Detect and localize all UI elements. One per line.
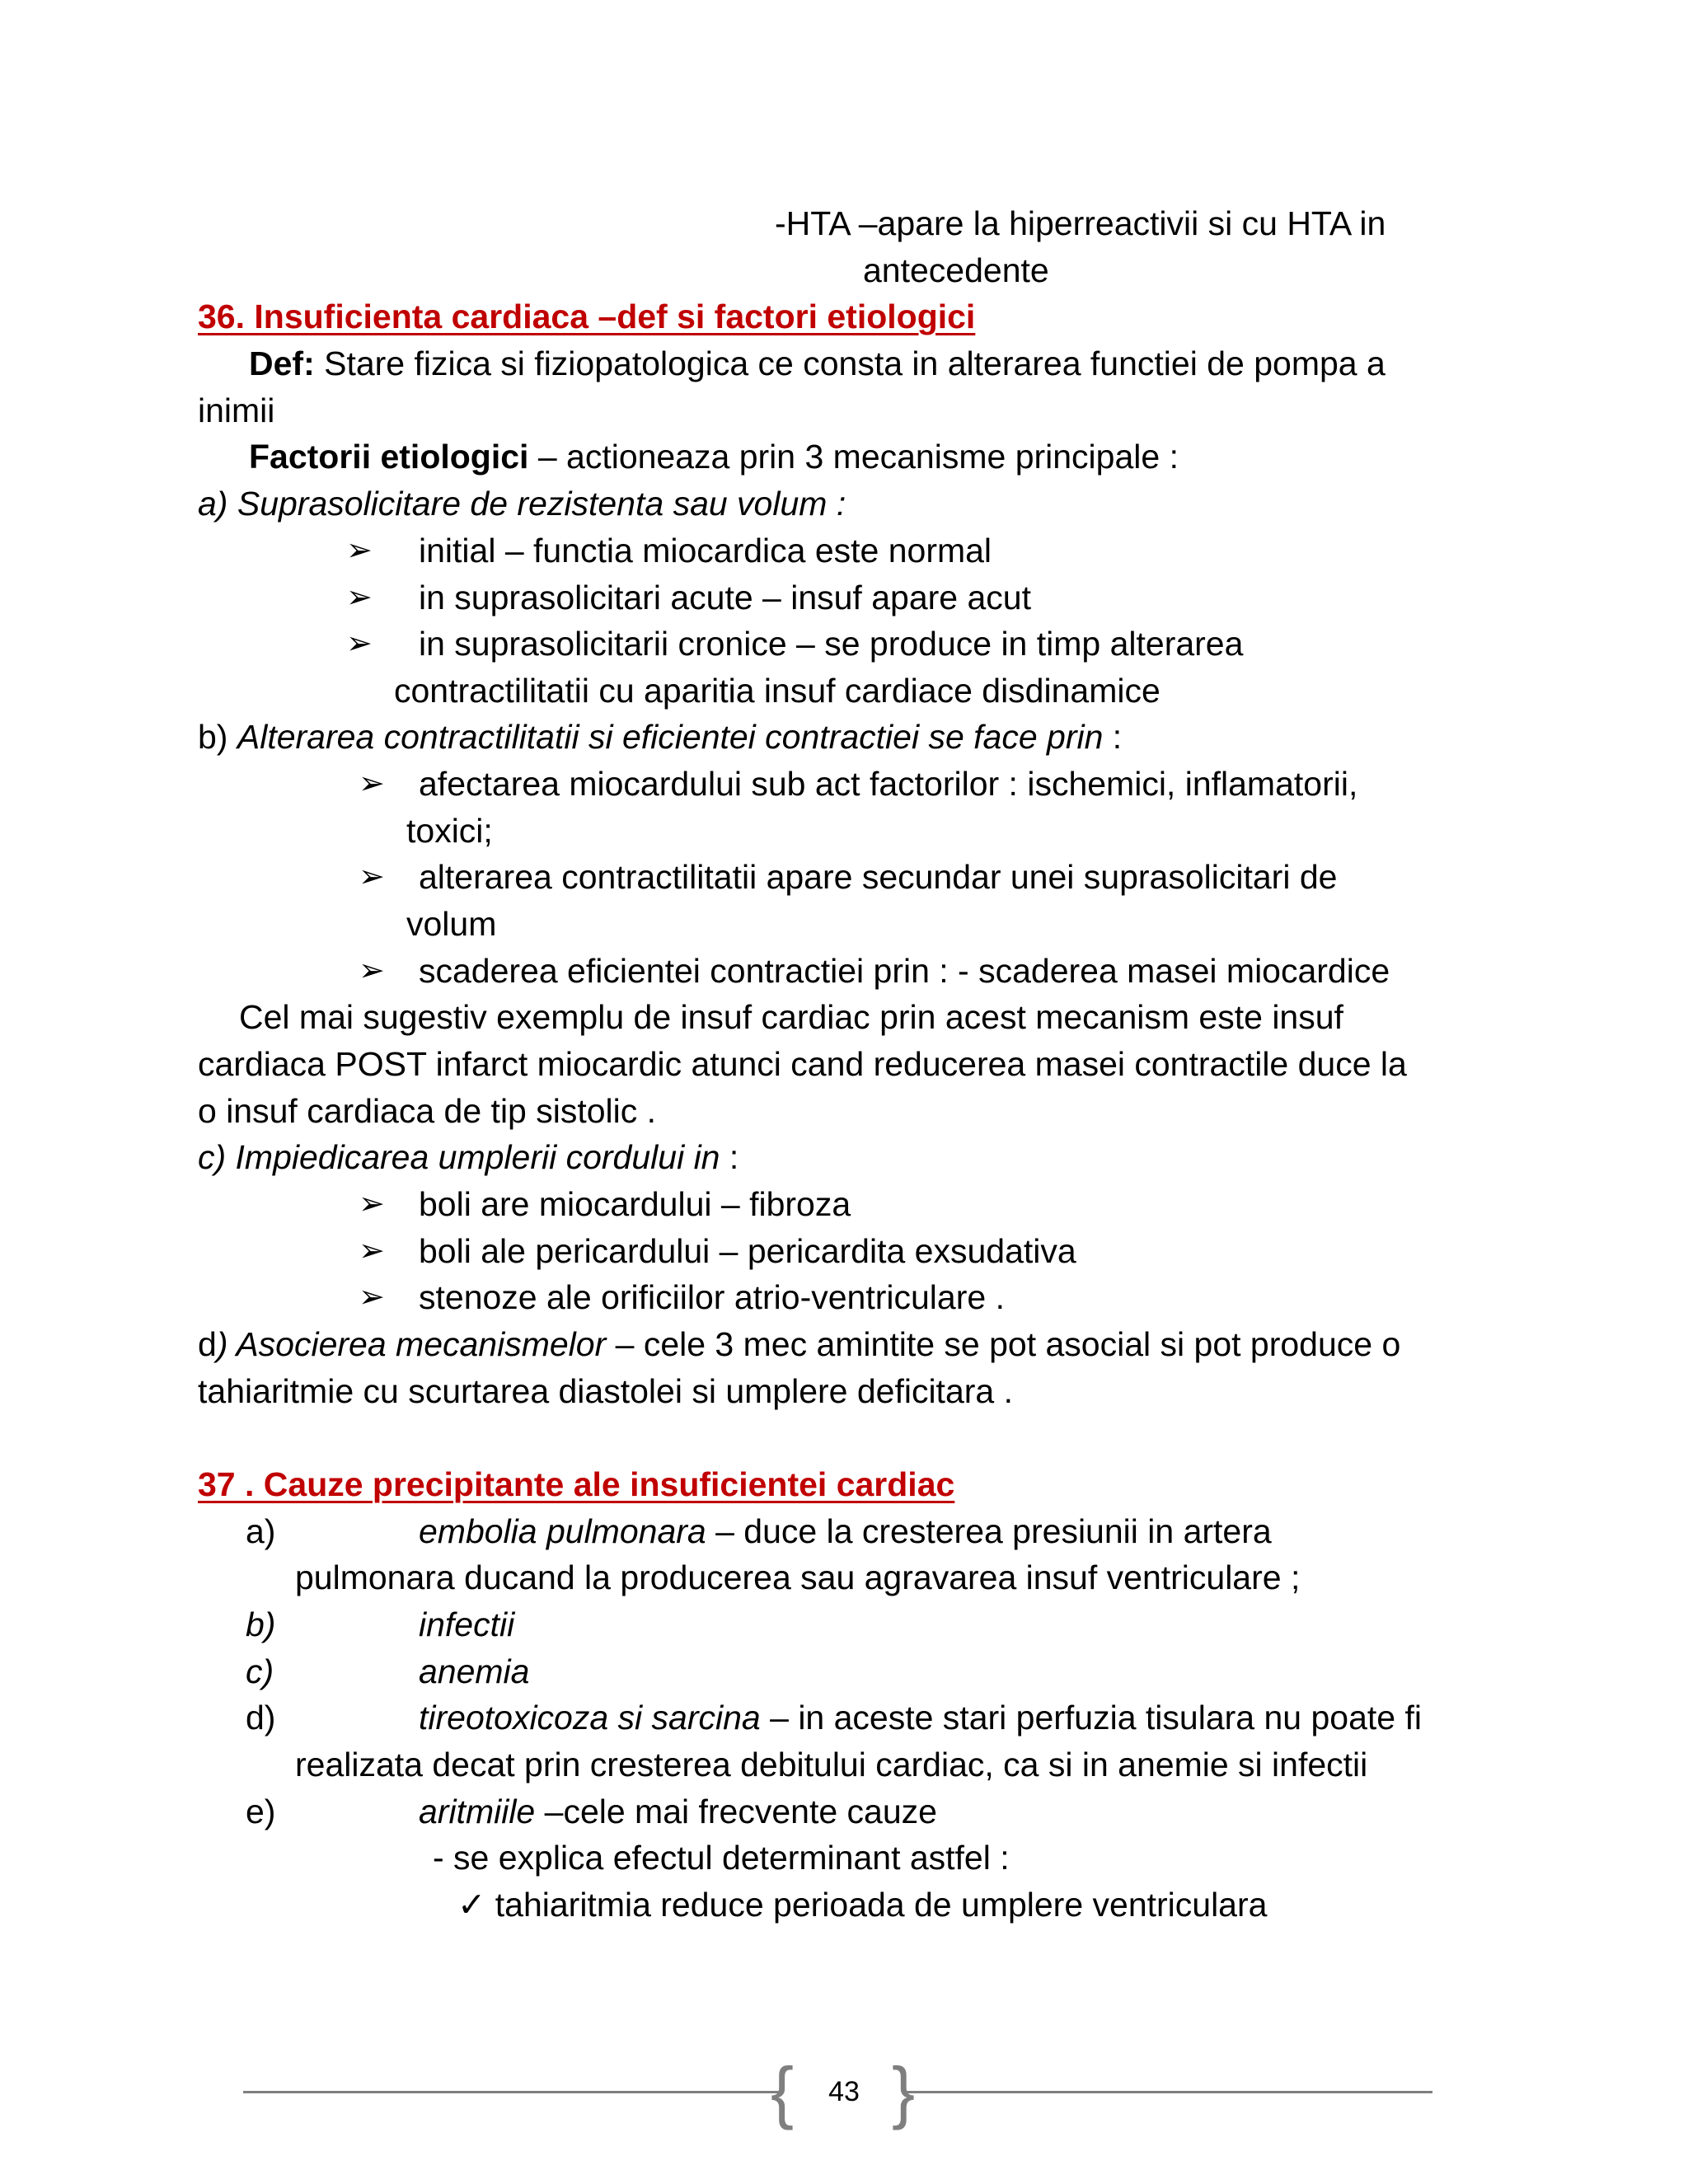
mechanism-c-heading — [198, 1134, 738, 1180]
mechanism-c-bullet-2: boli ale pericardului – pericardita exsudativa — [419, 1232, 1076, 1270]
factors-text: – actioneaza prin 3 mecanisme principale : — [528, 438, 1179, 476]
cause-b-term: infectii — [419, 1605, 515, 1643]
page-number: 43 — [828, 2076, 860, 2107]
cause-d-term: tireotoxicoza si sarcina — [419, 1699, 761, 1736]
section-36-title: 36. Insuficienta cardiaca –def si factori etiologici — [198, 298, 976, 335]
section-37-title: 37 . Cauze precipitante ale insuficientei cardiac — [198, 1465, 955, 1503]
cause-e-marker: e) — [246, 1793, 276, 1830]
paragraph-line-3: o insuf cardiaca de tip sistolic . — [198, 1092, 657, 1130]
hta-line-2: antecedente — [863, 251, 1049, 289]
mechanism-b-bullet-2: alterarea contractilitatii apare secundar unei suprasolicitari de — [419, 858, 1338, 896]
cause-a-text: – duce la cresterea presiunii in artera — [706, 1512, 1272, 1550]
cause-e-check-text: tahiaritmia reduce perioada de umplere ventriculara — [495, 1886, 1268, 1924]
paragraph-line-1: Cel mai sugestiv exemplu de insuf cardiac prin acest mecanism este insuf — [239, 998, 1343, 1036]
mechanism-b-prefix: b) — [198, 718, 237, 756]
mechanism-a-bullet-2: in suprasolicitari acute – insuf apare acut — [419, 579, 1031, 616]
checkmark-icon: ✓ — [457, 1886, 486, 1924]
cause-d-line — [419, 1694, 1422, 1741]
mechanism-c-title: c) Impiedicarea umplerii cordului in — [198, 1138, 720, 1176]
footer-rule-right — [905, 2091, 1432, 2093]
definition-line — [249, 340, 1386, 387]
definition-text: Stare fizica si fiziopatologica ce consta in alterarea functiei de pompa a — [314, 344, 1386, 382]
arrowhead-bullet-icon: ➢ — [359, 954, 385, 988]
arrowhead-bullet-icon: ➢ — [346, 580, 373, 615]
arrowhead-bullet-icon: ➢ — [359, 860, 385, 894]
mechanism-d-text: – cele 3 mec amintite se pot asocial si pot produce o — [606, 1325, 1401, 1363]
cause-e-line — [419, 1788, 937, 1835]
cause-e-term: aritmiile — [419, 1793, 536, 1830]
mechanism-d-heading — [198, 1321, 1400, 1367]
arrowhead-bullet-icon: ➢ — [359, 1187, 385, 1221]
mechanism-b-title: Alterarea contractilitatii si eficientei contractiei se face prin — [237, 718, 1104, 756]
footer-rule-left — [243, 2091, 779, 2093]
cause-c-term: anemia — [419, 1652, 530, 1690]
cause-e-check-line — [457, 1882, 1267, 1928]
factors-line — [249, 434, 1179, 480]
mechanism-c-suffix: : — [720, 1138, 739, 1176]
mechanism-b-heading — [198, 714, 1122, 760]
hta-line-1: -HTA –apare la hiperreactivii si cu HTA in — [775, 204, 1386, 242]
factors-label: Factorii etiologici — [249, 438, 529, 476]
arrowhead-bullet-icon: ➢ — [359, 766, 385, 801]
mechanism-b-suffix: : — [1103, 718, 1123, 756]
arrowhead-bullet-icon: ➢ — [359, 1234, 385, 1268]
mechanism-a-bullet-1: initial – functia miocardica este normal — [419, 532, 992, 569]
mechanism-b-bullet-1-cont: toxici; — [406, 812, 493, 850]
definition-line-2: inimii — [198, 391, 275, 429]
footer-brace-left: { — [771, 2053, 795, 2130]
cause-e-text: –cele mai frecvente cauze — [535, 1793, 937, 1830]
mechanism-a-heading: a) Suprasolicitare de rezistenta sau volum : — [198, 485, 846, 523]
mechanism-a-bullet-3: in suprasolicitarii cronice – se produce in timp alterarea — [419, 625, 1244, 663]
arrowhead-bullet-icon: ➢ — [359, 1280, 385, 1315]
cause-a-cont: pulmonara ducand la producerea sau agravarea insuf ventriculare ; — [295, 1558, 1301, 1596]
cause-a-term: embolia pulmonara — [419, 1512, 706, 1550]
cause-c-marker: c) — [246, 1652, 274, 1690]
cause-a-marker: a) — [246, 1512, 276, 1550]
footer-brace-right: } — [892, 2053, 916, 2130]
arrowhead-bullet-icon: ➢ — [346, 533, 373, 568]
cause-a-line — [419, 1508, 1272, 1554]
arrowhead-bullet-icon: ➢ — [346, 626, 373, 661]
mechanism-d-title: ) Asocierea mecanismelor — [216, 1325, 607, 1363]
mechanism-a-bullet-3-cont: contractilitatii cu aparitia insuf cardiace disdinamice — [394, 672, 1160, 710]
cause-d-cont: realizata decat prin cresterea debitului cardiac, ca si in anemie si infectii — [295, 1746, 1368, 1783]
mechanism-c-bullet-1: boli are miocardului – fibroza — [419, 1185, 851, 1223]
definition-label: Def: — [249, 344, 315, 382]
mechanism-d-prefix: d — [198, 1325, 217, 1363]
cause-e-sub: - se explica efectul determinant astfel : — [433, 1839, 1010, 1877]
mechanism-b-bullet-1: afectarea miocardului sub act factorilor : ischemici, inflamatorii, — [419, 765, 1358, 803]
cause-d-marker: d) — [246, 1699, 276, 1736]
mechanism-d-line-2: tahiaritmie cu scurtarea diastolei si umplere deficitara . — [198, 1372, 1013, 1410]
paragraph-line-2: cardiaca POST infarct miocardic atunci cand reducerea masei contractile duce la — [198, 1045, 1407, 1083]
mechanism-c-bullet-3: stenoze ale orificiilor atrio-ventriculare . — [419, 1278, 1005, 1316]
cause-b-marker: b) — [246, 1605, 276, 1643]
cause-d-text: – in aceste stari perfuzia tisulara nu poate fi — [760, 1699, 1422, 1736]
mechanism-b-bullet-2-cont: volum — [406, 905, 497, 943]
mechanism-b-bullet-3: scaderea eficientei contractiei prin : - scaderea masei miocardice — [419, 952, 1390, 990]
